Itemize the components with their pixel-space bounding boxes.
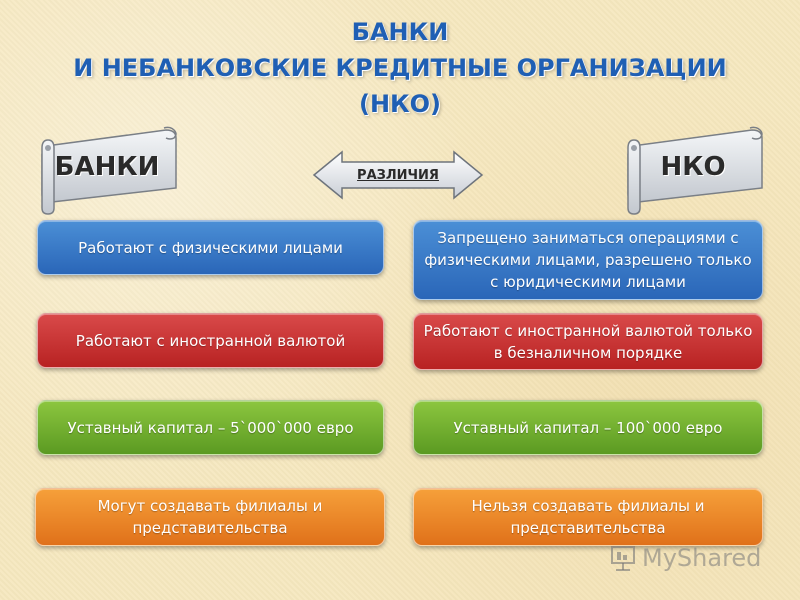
nko-currency-box: Работают с иностранной валютой только в безналичном порядке (413, 313, 763, 370)
nko-individuals-box: Запрещено заниматься операциями с физическими лицами, разрешено только с юридическими лицами (413, 220, 763, 300)
page-title (0, 14, 800, 122)
banki-capital-box: Уставный капитал – 5`000`000 евро (37, 400, 384, 455)
nko-branches-box: Нельзя создавать филиалы и представительства (413, 488, 763, 546)
title-line-2: И НЕБАНКОВСКИЕ КРЕДИТНЫЕ ОРГАНИЗАЦИИ (73, 54, 727, 82)
banki-branches-box: Могут создавать филиалы и представительства (35, 488, 385, 546)
myshared-watermark (608, 540, 768, 576)
nko-capital-box: Уставный капитал – 100`000 евро (413, 400, 763, 455)
title-line-1: БАНКИ (351, 18, 449, 46)
differences-arrow (312, 150, 484, 200)
watermark-text: MyShared (642, 544, 762, 572)
banki-individuals-box: Работают с физическими лицами (37, 220, 384, 275)
banki-currency-box: Работают с иностранной валютой (37, 313, 384, 368)
banki-header: БАНКИ (54, 152, 160, 182)
nko-scroll-banner (622, 124, 764, 216)
title-line-3: (НКО) (358, 90, 442, 118)
differences-label: РАЗЛИЧИЯ (357, 167, 439, 183)
presentation-board-icon (608, 543, 638, 573)
banki-scroll-banner (36, 124, 178, 216)
nko-header: НКО (660, 152, 726, 182)
